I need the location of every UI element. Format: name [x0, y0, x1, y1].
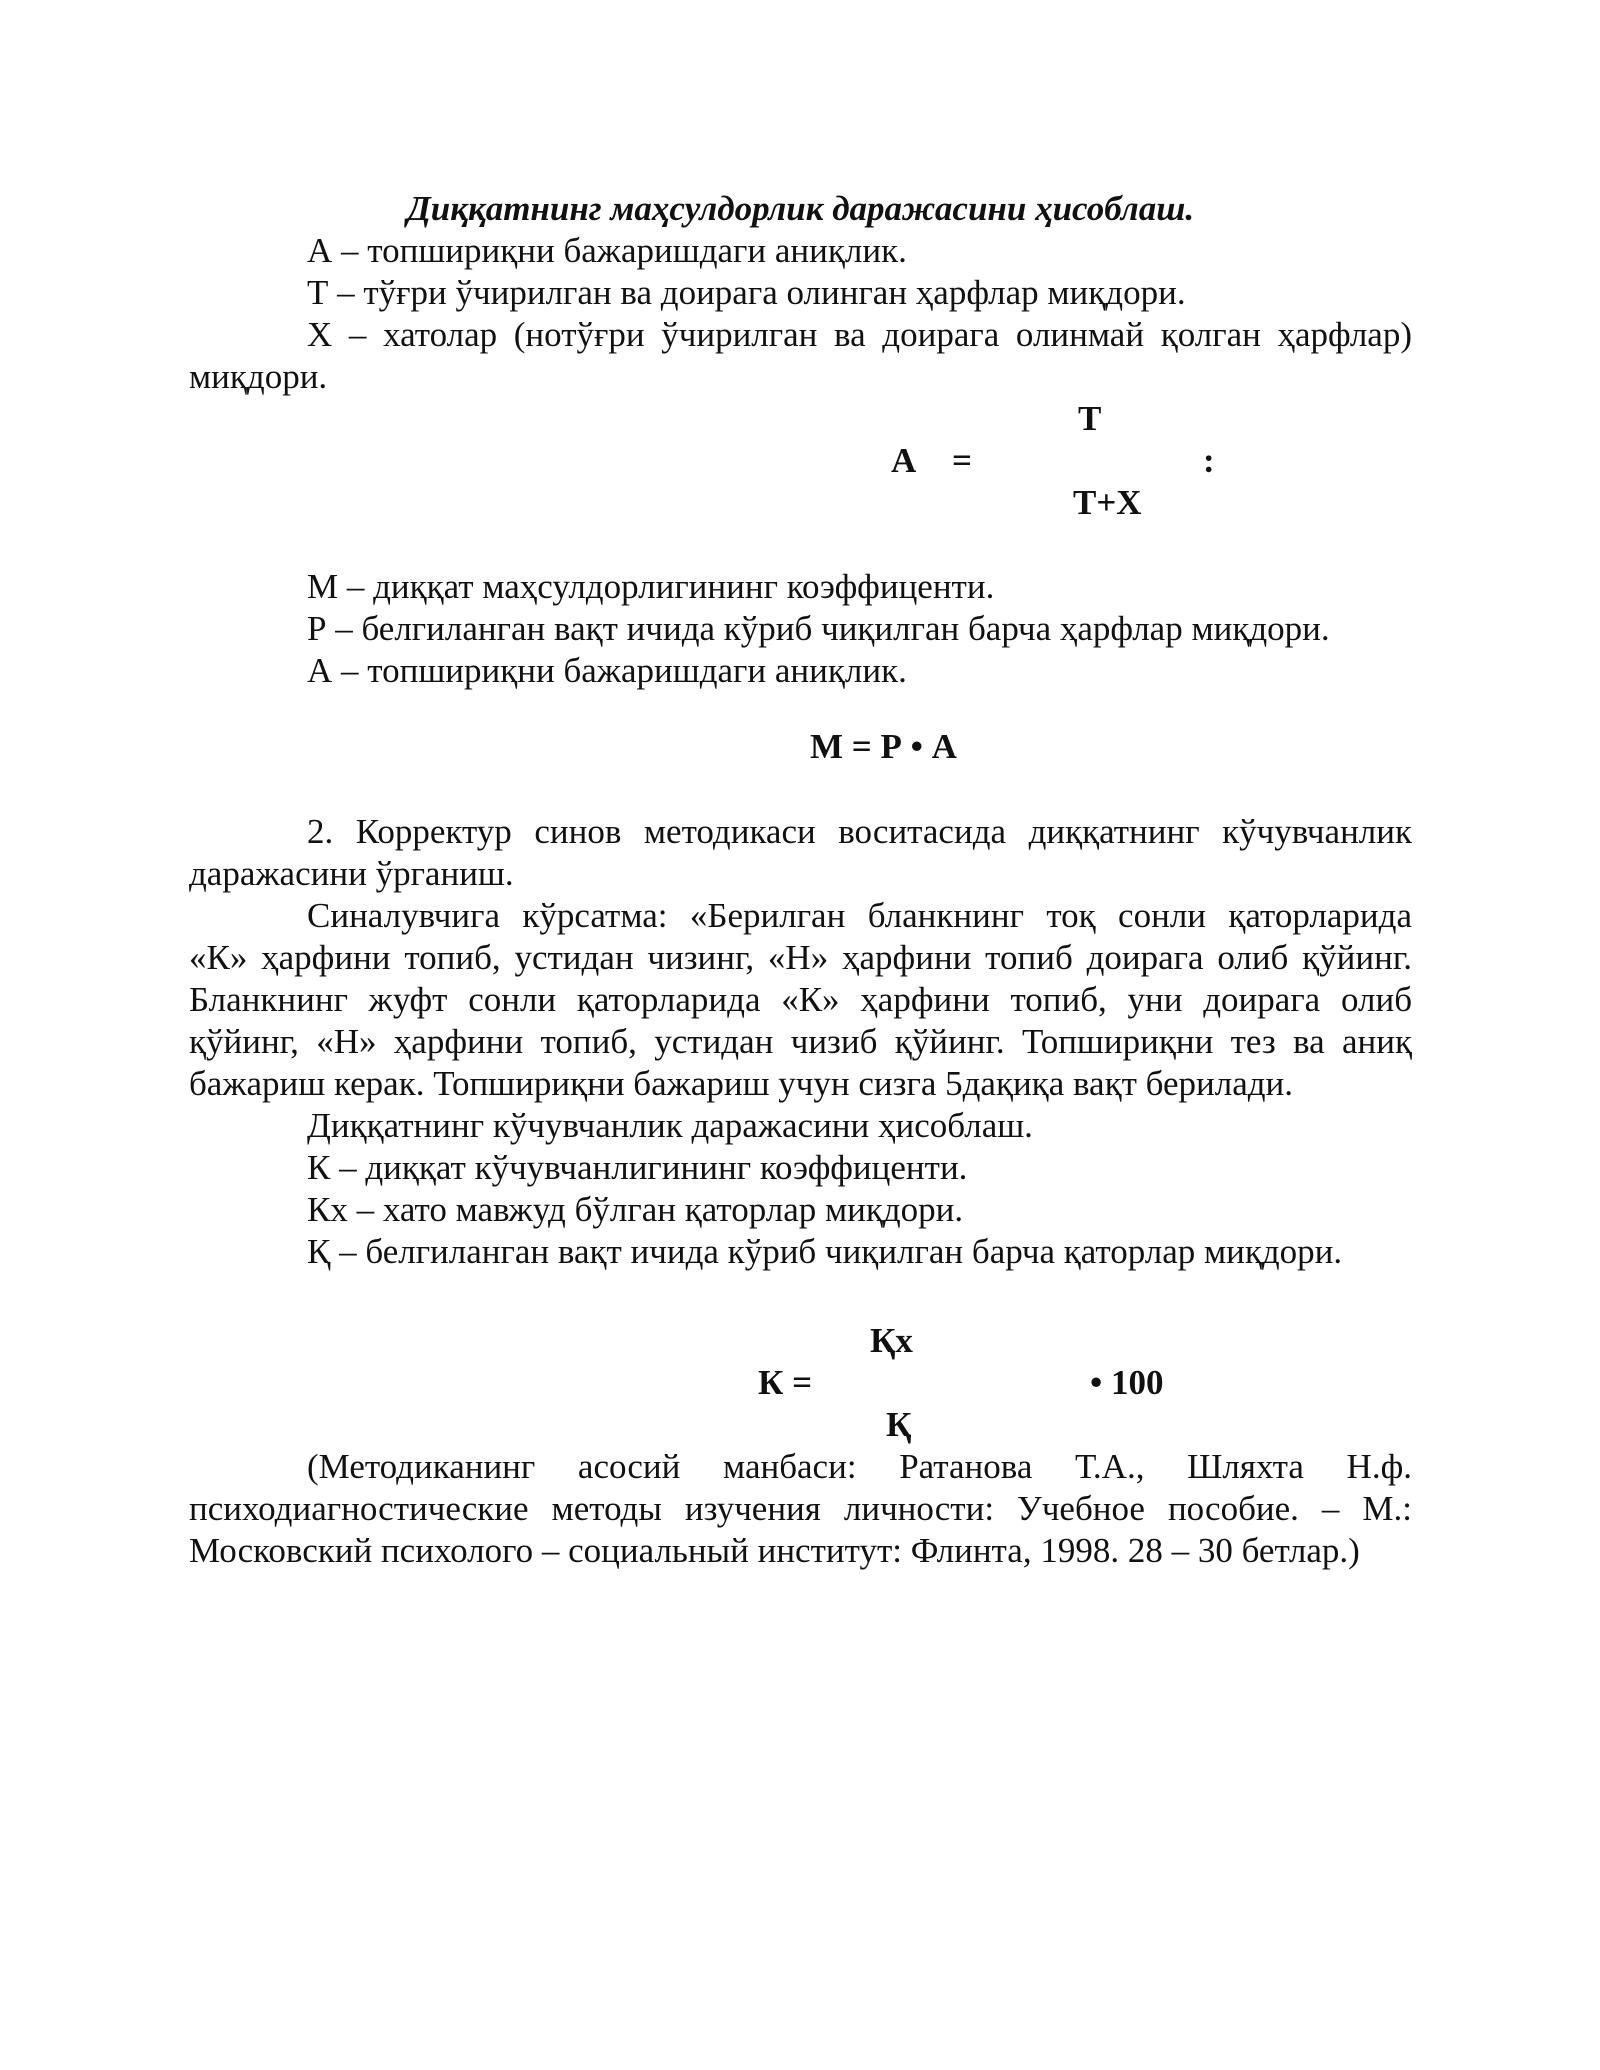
source-line3: Московский психолого – социальный институт: Флинта, 1998. 28 – 30 бетлар.) [189, 1531, 1360, 1570]
instruction-line1: Синалувчига кўрсатма: «Берилган бланкнинг тоқ сонли қаторларида [307, 896, 1412, 935]
source-line1: (Методиканинг асосий манбаси: Ратанова Т.А., Шляхта Н.ф. [307, 1447, 1412, 1486]
formula-switching-lhs: К = [758, 1363, 813, 1402]
definition-k: К – диққат кўчувчанлигининг коэффиценти. [307, 1148, 968, 1187]
definition-a-repeat: А – топшириқни бажаришдаги аниқлик. [307, 651, 907, 690]
section-title: Диққатнинг маҳсулдорлик даражасини ҳисоблаш. [406, 189, 1195, 228]
formula-switching-denominator: Қ [886, 1405, 912, 1444]
formula-switching-numerator: Қх [870, 1321, 913, 1360]
section2-heading-line2: даражасини ўрганиш. [189, 854, 514, 893]
instruction-line5: бажариш керак. Топшириқни бажариш учун сизга 5дақиқа вақт берилади. [189, 1064, 1294, 1103]
formula-accuracy-lhs: А [891, 441, 917, 480]
section2-heading-line1: 2. Корректур синов методикаси воситасида диққатнинг кўчувчанлик [307, 812, 1412, 851]
definition-m: М – диққат маҳсулдорлигининг коэффиценти. [307, 567, 995, 606]
formula-switching-multiplier: • 100 [1090, 1363, 1164, 1402]
formula-accuracy-colon: : [1203, 441, 1215, 480]
definition-q: Қ – белгиланган вақт ичида кўриб чиқилган барча қаторлар миқдори. [307, 1232, 1343, 1271]
definition-p: Р – белгиланган вақт ичида кўриб чиқилган барча ҳарфлар миқдори. [307, 609, 1330, 648]
formula-accuracy-numerator: Т [1078, 399, 1102, 438]
instruction-line4: қўйинг, «Н» ҳарфини топиб, устидан чизиб қўйинг. Топшириқни тез ва аниқ [189, 1022, 1412, 1061]
source-line2: психодиагностические методы изучения личности: Учебное пособие. – М.: [189, 1489, 1412, 1528]
definition-kx: Кх – хато мавжуд бўлган қаторлар миқдори. [307, 1190, 964, 1229]
definition-x-line1: Х – хатолар (нотўғри ўчирилган ва доирага олинмай қолган ҳарфлар) [307, 315, 1412, 354]
definition-t: Т – тўғри ўчирилган ва доирага олинган ҳарфлар миқдори. [307, 273, 1186, 312]
formula-productivity: М = Р • А [810, 727, 957, 766]
definition-a: А – топшириқни бажаришдаги аниқлик. [307, 231, 907, 270]
formula-accuracy-equals: = [952, 441, 972, 480]
switching-heading: Диққатнинг кўчувчанлик даражасини ҳисоблаш. [307, 1106, 1033, 1145]
definition-x-line2: миқдори. [189, 357, 328, 396]
instruction-line2: «К» ҳарфини топиб, устидан чизинг, «Н» ҳарфини топиб доирага олиб қўйинг. [189, 938, 1412, 977]
instruction-line3: Бланкнинг жуфт сонли қаторларида «К» ҳарфини топиб, уни доирага олиб [189, 980, 1412, 1019]
formula-accuracy-denominator: Т+Х [1073, 483, 1142, 522]
